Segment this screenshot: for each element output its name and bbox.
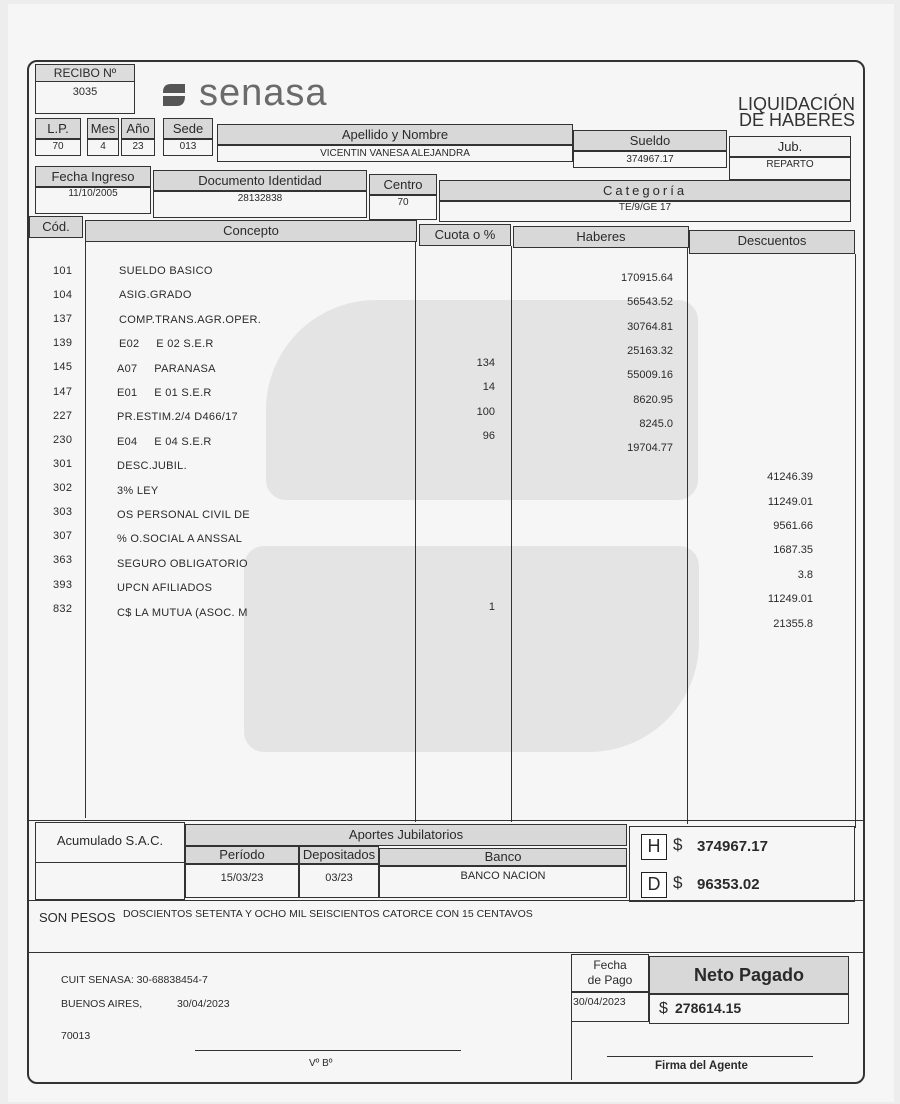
codigo: 70013 bbox=[61, 1030, 91, 1042]
row-concepto: E01 E 01 S.E.R bbox=[117, 387, 212, 399]
row-cod: 393 bbox=[53, 578, 73, 591]
payslip-form bbox=[27, 60, 865, 1084]
row-concepto: UPCN AFILIADOS bbox=[117, 582, 213, 595]
row-cuota: 1 bbox=[488, 601, 495, 614]
row-cod: 302 bbox=[53, 482, 73, 495]
col-haberes-header: Haberes bbox=[513, 226, 689, 248]
documento-value: 28132838 bbox=[237, 193, 283, 204]
row-cod: 147 bbox=[53, 385, 73, 398]
neto-label: Neto Pagado bbox=[649, 956, 849, 994]
row-descuentos: 3.8 bbox=[797, 568, 813, 581]
row-concepto: 3% LEY bbox=[117, 484, 159, 497]
sede-label: Sede bbox=[163, 118, 213, 140]
row-descuentos: 9561.66 bbox=[773, 520, 813, 532]
fecha-pago-label-line1: Fecha bbox=[593, 958, 627, 972]
col-divider-5 bbox=[855, 254, 856, 828]
row-cuota: 100 bbox=[476, 405, 495, 418]
row-concepto: E04 E 04 S.E.R bbox=[117, 435, 212, 448]
categoria-value: TE/9/GE 17 bbox=[618, 202, 672, 213]
col-descuentos-header: Descuentos bbox=[689, 230, 855, 254]
row-concepto: OS PERSONAL CIVIL DE bbox=[117, 509, 250, 521]
row-concepto: ASIG.GRADO bbox=[119, 289, 192, 302]
row-concepto: SEGURO OBLIGATORIO bbox=[117, 557, 248, 570]
row-cod: 137 bbox=[53, 313, 73, 326]
h-currency: $ bbox=[673, 835, 683, 854]
fecha-pago-label bbox=[571, 958, 649, 988]
lp-label: L.P. bbox=[35, 118, 81, 140]
brand-name: senasa bbox=[199, 72, 328, 114]
col-divider-4 bbox=[687, 248, 688, 824]
lp-value: 70 bbox=[52, 141, 64, 152]
sueldo-label: Sueldo bbox=[573, 130, 727, 152]
son-pesos-bottom-line bbox=[29, 952, 863, 953]
table-bottom-line bbox=[29, 820, 863, 821]
row-cod: 230 bbox=[53, 433, 73, 446]
row-cod: 301 bbox=[53, 457, 73, 470]
row-haberes: 170915.64 bbox=[621, 272, 673, 284]
periodo-label: Período bbox=[185, 846, 299, 864]
son-pesos-text: DOSCIENTOS SETENTA Y OCHO MIL SEISCIENTOS CATORCE CON 15 CENTAVOS bbox=[123, 908, 533, 920]
row-cod: 139 bbox=[53, 337, 73, 350]
vb-signature-line bbox=[195, 1050, 461, 1051]
firma-label: Firma del Agente bbox=[655, 1060, 748, 1072]
d-letter: D bbox=[641, 872, 667, 898]
nombre-value: VICENTIN VANESA ALEJANDRA bbox=[320, 148, 470, 159]
fecha-ingreso-value: 11/10/2005 bbox=[68, 188, 118, 199]
row-cod: 307 bbox=[53, 530, 73, 543]
depositados-value: 03/23 bbox=[325, 872, 353, 884]
cuit: CUIT SENASA: 30-68838454-7 bbox=[61, 974, 208, 986]
col-divider-2 bbox=[415, 242, 416, 822]
row-concepto: DESC.JUBIL. bbox=[117, 460, 187, 473]
vb-label: Vº Bº bbox=[309, 1058, 333, 1069]
depositados-label: Depositados bbox=[299, 846, 379, 864]
row-haberes: 8620.95 bbox=[633, 393, 673, 406]
brand-logo bbox=[161, 72, 361, 118]
row-haberes: 55009.16 bbox=[627, 369, 673, 382]
fecha-pago-label-line2: de Pago bbox=[587, 973, 633, 987]
fecha-ingreso-label: Fecha Ingreso bbox=[35, 166, 151, 188]
row-concepto: E02 E 02 S.E.R bbox=[119, 338, 214, 351]
row-descuentos: 11249.01 bbox=[767, 593, 813, 606]
d-currency: $ bbox=[673, 873, 683, 892]
row-haberes: 25163.32 bbox=[627, 344, 673, 357]
col-divider-3 bbox=[511, 246, 512, 822]
row-cod: 832 bbox=[53, 602, 73, 615]
banco-label: Banco bbox=[379, 848, 627, 866]
acumulado-label: Acumulado S.A.C. bbox=[56, 833, 164, 848]
banco-value: BANCO NACION bbox=[460, 870, 546, 882]
row-concepto: SUELDO BASICO bbox=[119, 265, 213, 277]
centro-label: Centro bbox=[369, 174, 437, 196]
h-total: 374967.17 bbox=[697, 838, 768, 855]
col-concepto-header: Concepto bbox=[85, 220, 417, 242]
nombre-label: Apellido y Nombre bbox=[217, 124, 573, 146]
row-cuota: 134 bbox=[476, 356, 495, 369]
recibo-number: 3035 bbox=[72, 86, 98, 98]
row-cod: 145 bbox=[53, 361, 73, 374]
neto-value: 278614.15 bbox=[675, 1000, 742, 1016]
row-descuentos: 21355.8 bbox=[773, 617, 813, 630]
row-haberes: 56543.52 bbox=[627, 296, 673, 309]
sede-value: 013 bbox=[179, 141, 197, 152]
row-cuota: 96 bbox=[482, 430, 495, 443]
row-descuentos: 41246.39 bbox=[767, 471, 813, 484]
fecha-pago-value: 30/04/2023 bbox=[573, 996, 626, 1008]
d-total: 96353.02 bbox=[697, 876, 760, 893]
periodo-value: 15/03/23 bbox=[220, 872, 264, 884]
aportes-label: Aportes Jubilatorios bbox=[185, 824, 627, 846]
son-pesos-top-line bbox=[29, 900, 863, 901]
acumulado-divider bbox=[35, 862, 185, 863]
fecha-emision: 30/04/2023 bbox=[177, 998, 230, 1010]
recibo-label: RECIBO Nº bbox=[35, 64, 135, 82]
row-concepto: A07 PARANASA bbox=[117, 362, 216, 375]
row-haberes: 8245.0 bbox=[639, 417, 673, 430]
col-cod-header: Cód. bbox=[29, 216, 83, 238]
sueldo-value: 374967.17 bbox=[626, 154, 674, 165]
son-pesos-label: SON PESOS bbox=[39, 910, 116, 925]
senasa-mark-icon bbox=[161, 82, 187, 108]
row-cod: 104 bbox=[53, 289, 73, 302]
neto-currency: $ bbox=[659, 1000, 668, 1017]
col-cuota-header: Cuota o % bbox=[419, 224, 511, 246]
row-cod: 303 bbox=[53, 506, 73, 519]
mes-label: Mes bbox=[87, 118, 119, 140]
row-concepto: C$ LA MUTUA (ASOC. M bbox=[117, 606, 248, 619]
ciudad: BUENOS AIRES, bbox=[61, 998, 143, 1010]
firma-line bbox=[607, 1056, 813, 1057]
row-cod: 227 bbox=[53, 409, 73, 422]
row-descuentos: 1687.35 bbox=[773, 544, 813, 557]
centro-value: 70 bbox=[397, 197, 409, 208]
doc-title bbox=[738, 96, 855, 128]
col-divider-1 bbox=[85, 238, 86, 818]
documento-label: Documento Identidad bbox=[153, 170, 367, 192]
categoria-label: Categoría bbox=[439, 180, 851, 202]
row-cod: 101 bbox=[53, 265, 73, 277]
jub-value: REPARTO bbox=[766, 159, 814, 170]
mes-value: 4 bbox=[100, 141, 106, 152]
row-concepto: % O.SOCIAL A ANSSAL bbox=[117, 533, 243, 546]
row-cod: 363 bbox=[53, 554, 73, 567]
doc-title-line1: LIQUIDACIÓN bbox=[737, 94, 855, 114]
h-letter: H bbox=[641, 834, 667, 860]
anio-value: 23 bbox=[132, 141, 144, 152]
jub-label: Jub. bbox=[729, 136, 851, 158]
row-haberes: 30764.81 bbox=[627, 320, 673, 333]
row-cuota: 14 bbox=[482, 381, 495, 394]
row-descuentos: 11249.01 bbox=[767, 495, 813, 508]
row-concepto: PR.ESTIM.2/4 D466/17 bbox=[117, 411, 238, 424]
row-haberes: 19704.77 bbox=[627, 442, 673, 455]
doc-title-line2: DE HABERES bbox=[738, 110, 855, 130]
row-concepto: COMP.TRANS.AGR.OPER. bbox=[119, 313, 262, 326]
anio-label: Año bbox=[121, 118, 155, 140]
